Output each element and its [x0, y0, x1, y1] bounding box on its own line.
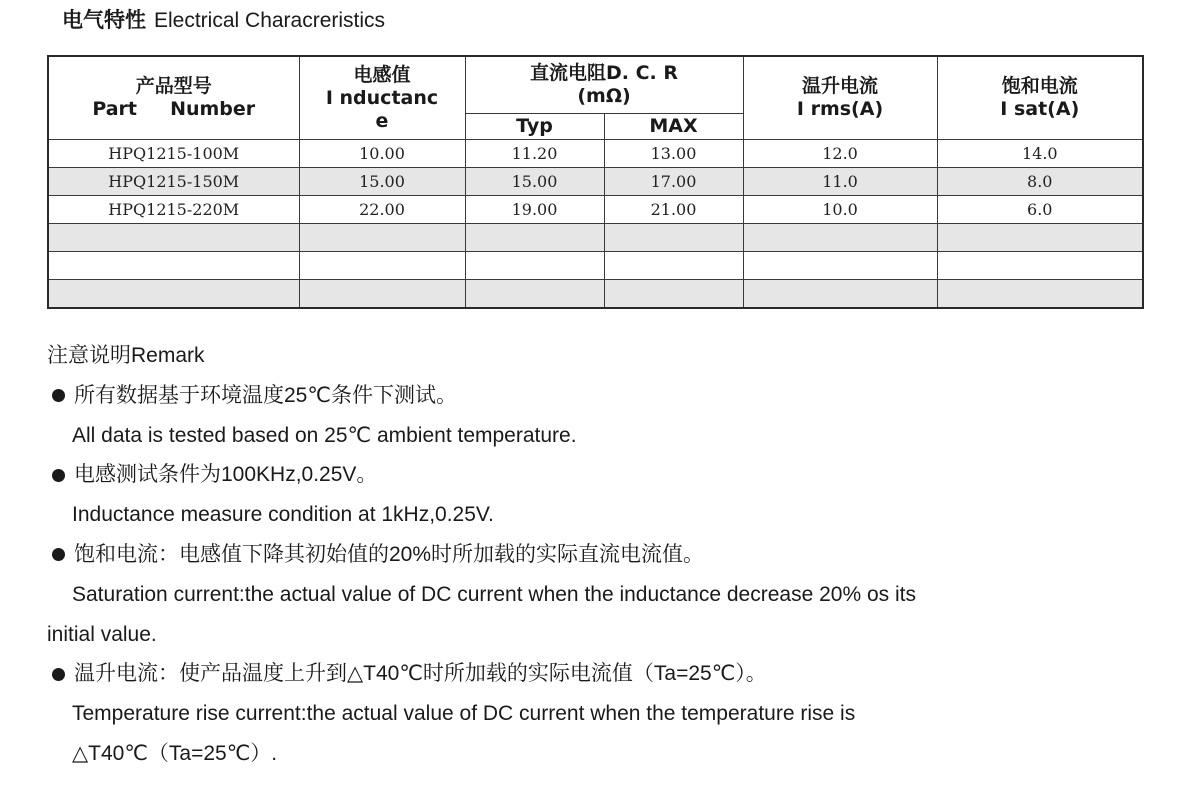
remark-en: Saturation current:the actual value of DC current when the inductance decrease 20% os its — [72, 582, 916, 606]
cell-dcr-max: 13.00 — [604, 140, 743, 168]
remark-item — [47, 535, 1157, 575]
bullet-dot-icon — [52, 469, 65, 482]
table-row — [48, 280, 1143, 309]
cell-part — [48, 224, 299, 252]
cell-irms: 12.0 — [743, 140, 937, 168]
cell-part — [48, 280, 299, 309]
cell-inductance — [299, 252, 465, 280]
cell-dcr-typ: 15.00 — [465, 168, 604, 196]
cell-isat — [937, 224, 1143, 252]
table-row — [48, 196, 1143, 224]
cell-dcr-max — [604, 224, 743, 252]
cell-dcr-typ — [465, 224, 604, 252]
header-part-cn: 产品型号 — [135, 75, 212, 97]
remark-en-continued: initial value. — [47, 622, 157, 646]
table-row — [48, 140, 1143, 168]
cell-isat: 8.0 — [937, 168, 1143, 196]
remark-cn: 所有数据基于环境温度25℃条件下测试。 — [74, 383, 457, 407]
cell-inductance: 15.00 — [299, 168, 465, 196]
header-dcr-max: MAX — [604, 114, 743, 140]
header-dcr — [465, 56, 743, 114]
cell-dcr-max: 17.00 — [604, 168, 743, 196]
remark-en: All data is tested based on 25℃ ambient temperature. — [72, 423, 577, 447]
cell-isat — [937, 280, 1143, 309]
cell-part: HPQ1215-100M — [48, 140, 299, 168]
header-irms — [743, 56, 937, 140]
table-row — [48, 224, 1143, 252]
cell-part: HPQ1215-150M — [48, 168, 299, 196]
heading-cn: 电气特性 — [62, 8, 146, 32]
remark-cn: 温升电流：使产品温度上升到△T40℃时所加载的实际电流值（Ta=25℃）。 — [74, 662, 767, 686]
header-ind-en2: e — [375, 109, 389, 132]
cell-part — [48, 252, 299, 280]
cell-irms — [743, 252, 937, 280]
remarks-section — [47, 336, 1157, 774]
header-dcr-typ: Typ — [465, 114, 604, 140]
electrical-characteristics-table — [47, 55, 1144, 309]
header-part-number — [48, 56, 299, 140]
cell-dcr-typ: 11.20 — [465, 140, 604, 168]
header-ind-en1: I nductanc — [325, 86, 439, 109]
cell-inductance: 10.00 — [299, 140, 465, 168]
cell-dcr-max: 21.00 — [604, 196, 743, 224]
heading-en: Electrical Characreristics — [154, 9, 386, 32]
remark-cn: 电感测试条件为100KHz,0.25V。 — [74, 463, 378, 487]
header-ind-cn: 电感值 — [353, 63, 411, 86]
table-row — [48, 168, 1143, 196]
cell-inductance — [299, 280, 465, 309]
cell-isat: 14.0 — [937, 140, 1143, 168]
bullet-dot-icon — [52, 548, 65, 561]
cell-irms — [743, 224, 937, 252]
header-part-en: Part Number — [92, 98, 256, 120]
cell-irms: 11.0 — [743, 168, 937, 196]
remarks-title: 注意说明Remark — [47, 344, 205, 367]
cell-dcr-typ — [465, 280, 604, 309]
cell-dcr-max — [604, 252, 743, 280]
cell-dcr-typ: 19.00 — [465, 196, 604, 224]
header-isat-en: I sat(A) — [1000, 98, 1080, 120]
remark-en: Temperature rise current:the actual value of DC current when the temperature rise is — [72, 702, 856, 726]
cell-dcr-max — [604, 280, 743, 309]
remark-item — [47, 376, 1157, 416]
header-irms-en: I rms(A) — [796, 98, 884, 120]
cell-dcr-typ — [465, 252, 604, 280]
remark-item — [47, 654, 1157, 694]
header-dcr-cn: 直流电阻D. C. R — [530, 62, 679, 84]
remark-en: Inductance measure condition at 1kHz,0.25V. — [72, 503, 494, 527]
cell-irms: 10.0 — [743, 196, 937, 224]
header-isat-cn: 饱和电流 — [1001, 75, 1078, 97]
bullet-dot-icon — [52, 389, 65, 402]
header-inductance — [299, 56, 465, 140]
cell-irms — [743, 280, 937, 309]
bullet-dot-icon — [52, 668, 65, 681]
section-heading — [62, 4, 385, 34]
table-row — [48, 252, 1143, 280]
cell-inductance — [299, 224, 465, 252]
cell-inductance: 22.00 — [299, 196, 465, 224]
cell-isat — [937, 252, 1143, 280]
header-dcr-unit: (mΩ) — [577, 85, 631, 107]
header-irms-cn: 温升电流 — [802, 75, 879, 97]
header-isat — [937, 56, 1143, 140]
remark-item — [47, 455, 1157, 495]
remark-cn: 饱和电流：电感值下降其初始值的20%时所加载的实际直流电流值。 — [74, 542, 705, 566]
remark-en-continued: △T40℃（Ta=25℃）. — [72, 741, 278, 765]
cell-part: HPQ1215-220M — [48, 196, 299, 224]
cell-isat: 6.0 — [937, 196, 1143, 224]
